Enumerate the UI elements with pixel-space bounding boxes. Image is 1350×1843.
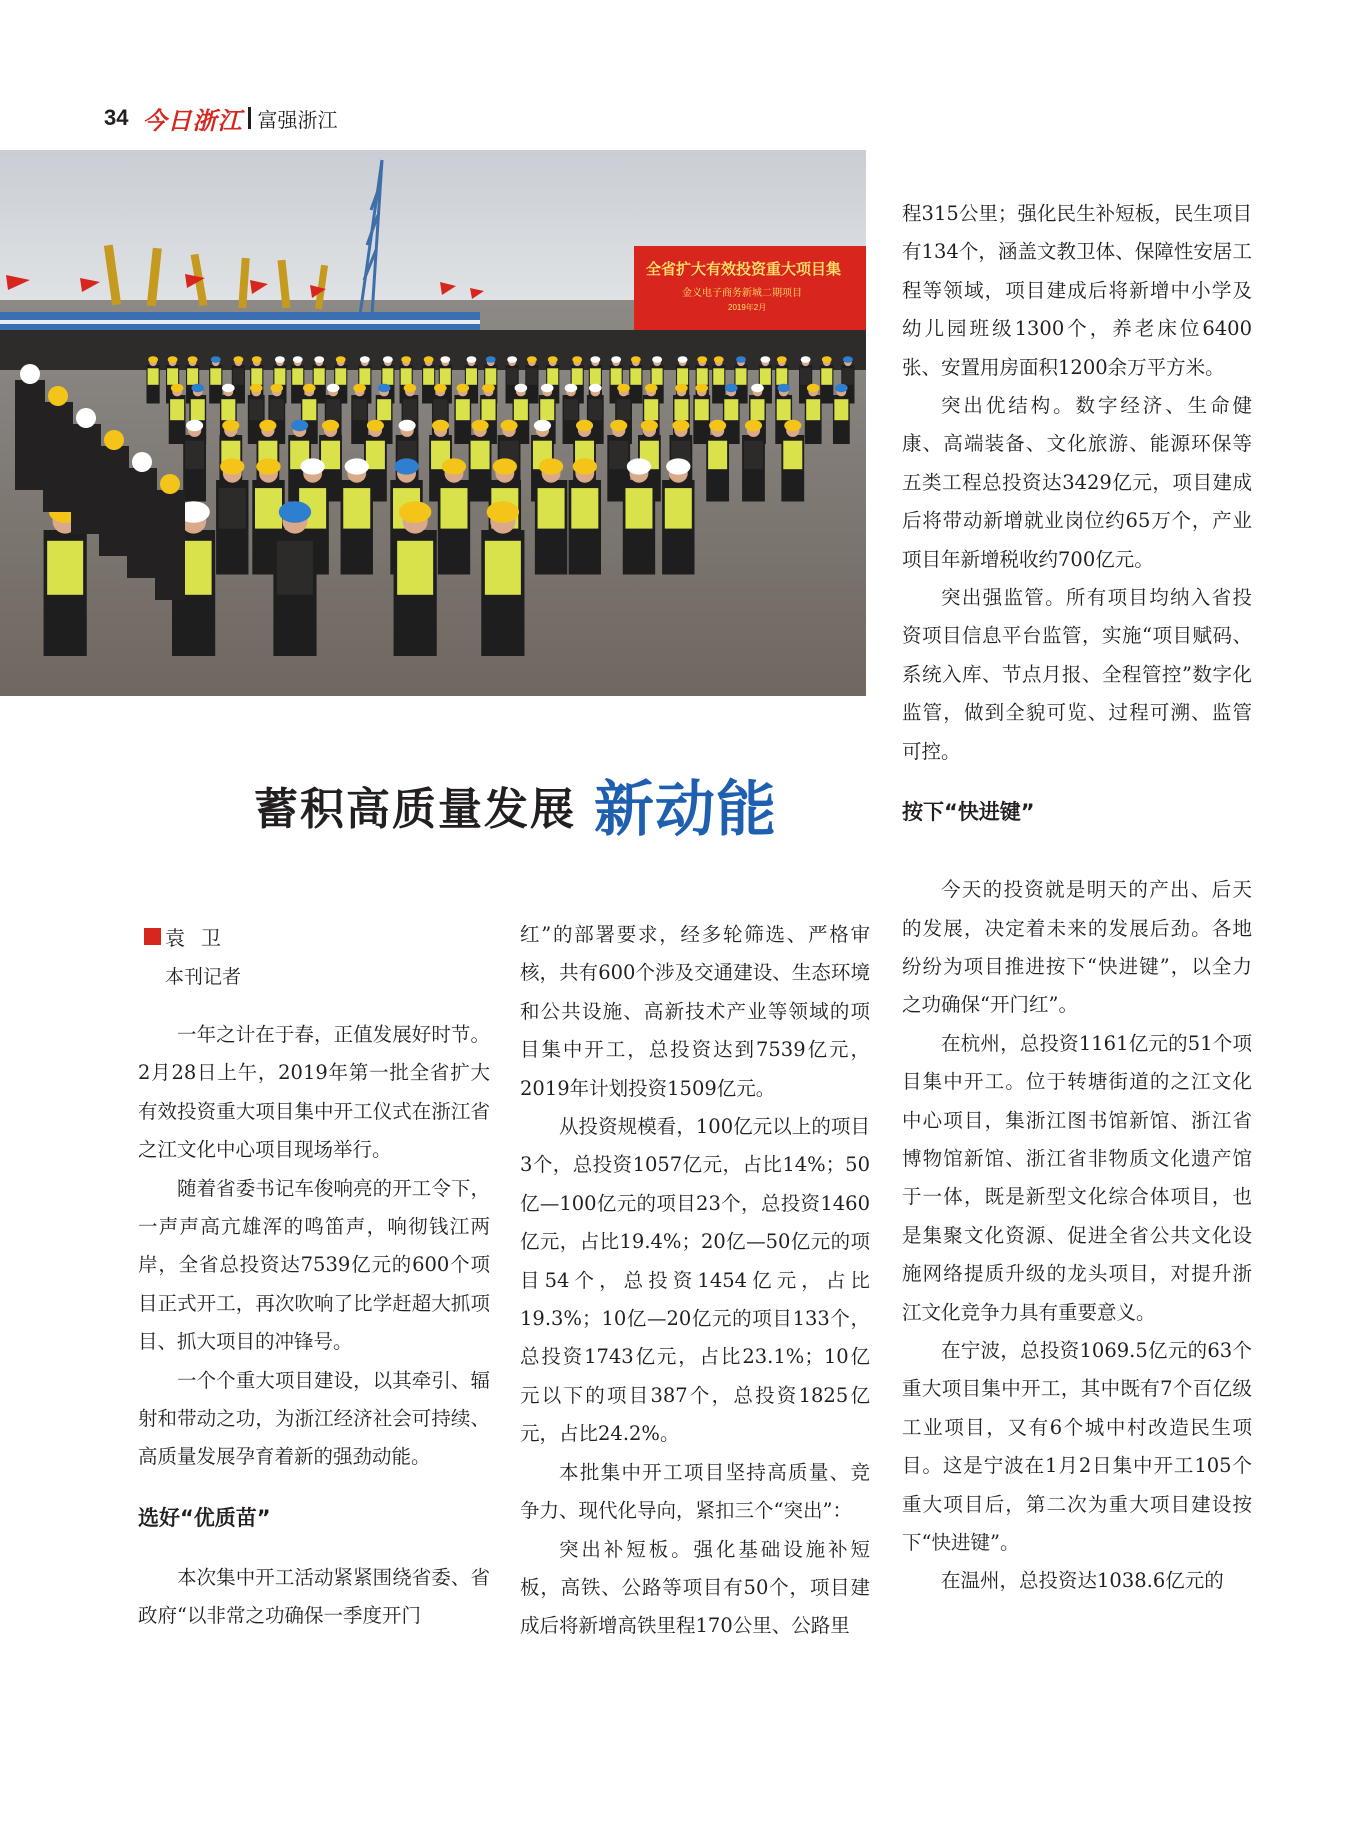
header-divider	[248, 107, 251, 129]
section-subhead: 按下“快进键”	[902, 800, 1035, 825]
paragraph: 程315公里；强化民生补短板，民生项目有134个，涵盖文教卫体、保障性安居工程等领域，项目建成后将新增中小学及幼儿园班级1300个，养老床位6400张、安置用房面积1200余万平方米。	[902, 202, 1252, 379]
groundbreaking-photo	[0, 150, 866, 696]
banner-title: 全省扩大有效投资重大项目集	[646, 261, 842, 278]
section-name: 富强浙江	[257, 109, 338, 132]
banner-sub-2: 2019年2月	[728, 303, 767, 312]
byline	[144, 922, 237, 951]
magazine-logo: 今日浙江	[142, 105, 243, 135]
author-role: 本刊记者	[165, 966, 242, 988]
page-number: 34	[104, 105, 129, 130]
paragraph: 随着省委书记车俊响亮的开工令下，一声声高亢雄浑的鸣笛声，响彻钱江两岸，全省总投资达7539亿元的600个项目正式开工，再次吹响了比学赶超大抓项目、抓大项目的冲锋号。	[138, 1176, 490, 1354]
paragraph: 突出优结构。数字经济、生命健康、高端装备、文化旅游、能源环保等五类工程总投资达3429亿元，项目建成后将带动新增就业岗位约65万个，产业项目年新增税收约700亿元。	[902, 394, 1252, 571]
paragraph: 红”的部署要求，经多轮筛选、严格审核，共有600个涉及交通建设、生态环境和公共设施、高新技术产业等领域的项目集中开工，总投资达到7539亿元，2019年计划投资1509亿元。	[520, 923, 870, 1100]
paragraph: 突出补短板。强化基础设施补短板，高铁、公路等项目有50个，项目建成后将新增高铁里程170公里、公路里	[520, 1537, 870, 1638]
banner-sub-1: 金义电子商务新城二期项目	[682, 288, 802, 299]
byline-square-icon	[144, 928, 161, 945]
text-column-1	[138, 1016, 490, 1636]
page-header	[104, 98, 337, 138]
photo-illustration	[0, 150, 866, 696]
paragraph: 今天的投资就是明天的产出、后天的发展，决定着未来的发展后劲。各地纷纷为项目推进按下“快进键”，以全力之功确保“开门红”。	[902, 878, 1252, 1017]
paragraph: 一个个重大项目建设，以其牵引、辐射和带动之功，为浙江经济社会可持续、高质量发展孕育着新的强劲动能。	[138, 1368, 490, 1469]
paragraph: 本批集中开工项目坚持高质量、竞争力、现代化导向，紧扣三个“突出”：	[520, 1460, 870, 1523]
paragraph: 突出强监管。所有项目均纳入省投资项目信息平台监管，实施“项目赋码、系统入库、节点月报、全程管控”数字化监管，做到全貌可览、过程可溯、监管可控。	[902, 586, 1252, 763]
paragraph: 在杭州，总投资1161亿元的51个项目集中开工。位于转塘街道的之江文化中心项目，集浙江图书馆新馆、浙江省博物馆新馆、浙江省非物质文化遗产馆于一体，既是新型文化综合体项目，也是集聚文化资源、促进全省公共文化设施网络提质升级的龙头项目，对提升浙江文化竞争力具有重要意义。	[902, 1031, 1252, 1324]
paragraph: 在温州，总投资达1038.6亿元的	[941, 1569, 1224, 1593]
paragraph: 在宁波，总投资1069.5亿元的63个重大项目集中开工，其中既有7个百亿级工业项目，又有6个城中村改造民生项目。这是宁波在1月2日集中开工105个重大项目后，第二次为重大项目建设按下“快进键”。	[902, 1338, 1252, 1554]
headline-part1: 蓄积高质量发展	[254, 784, 576, 835]
paragraph: 本次集中开工活动紧紧围绕省委、省政府“以非常之功确保一季度开门	[138, 1565, 490, 1628]
section-subhead: 选好“优质苗”	[138, 1505, 271, 1530]
author-name: 袁卫	[165, 926, 237, 950]
headline-part2: 新动能	[594, 775, 777, 845]
text-column-3	[902, 195, 1252, 1601]
text-column-2	[520, 916, 870, 1646]
paragraph: 从投资规模看，100亿元以上的项目3个，总投资1057亿元，占比14%；50亿—100亿元的项目23个，总投资1460亿元，占比19.4%；20亿—50亿元的项目54个，总投资1454亿元，占比19.3%；10亿—20亿元的项目133个，总投资1743亿元，占比23.1%；10亿元以下的项目387个，总投资1825亿元，占比24.2%。	[520, 1115, 870, 1446]
paragraph: 一年之计在于春，正值发展好时节。2月28日上午，2019年第一批全省扩大有效投资重大项目集中开工仪式在浙江省之江文化中心项目现场举行。	[138, 1023, 490, 1162]
article-headline	[254, 770, 777, 845]
